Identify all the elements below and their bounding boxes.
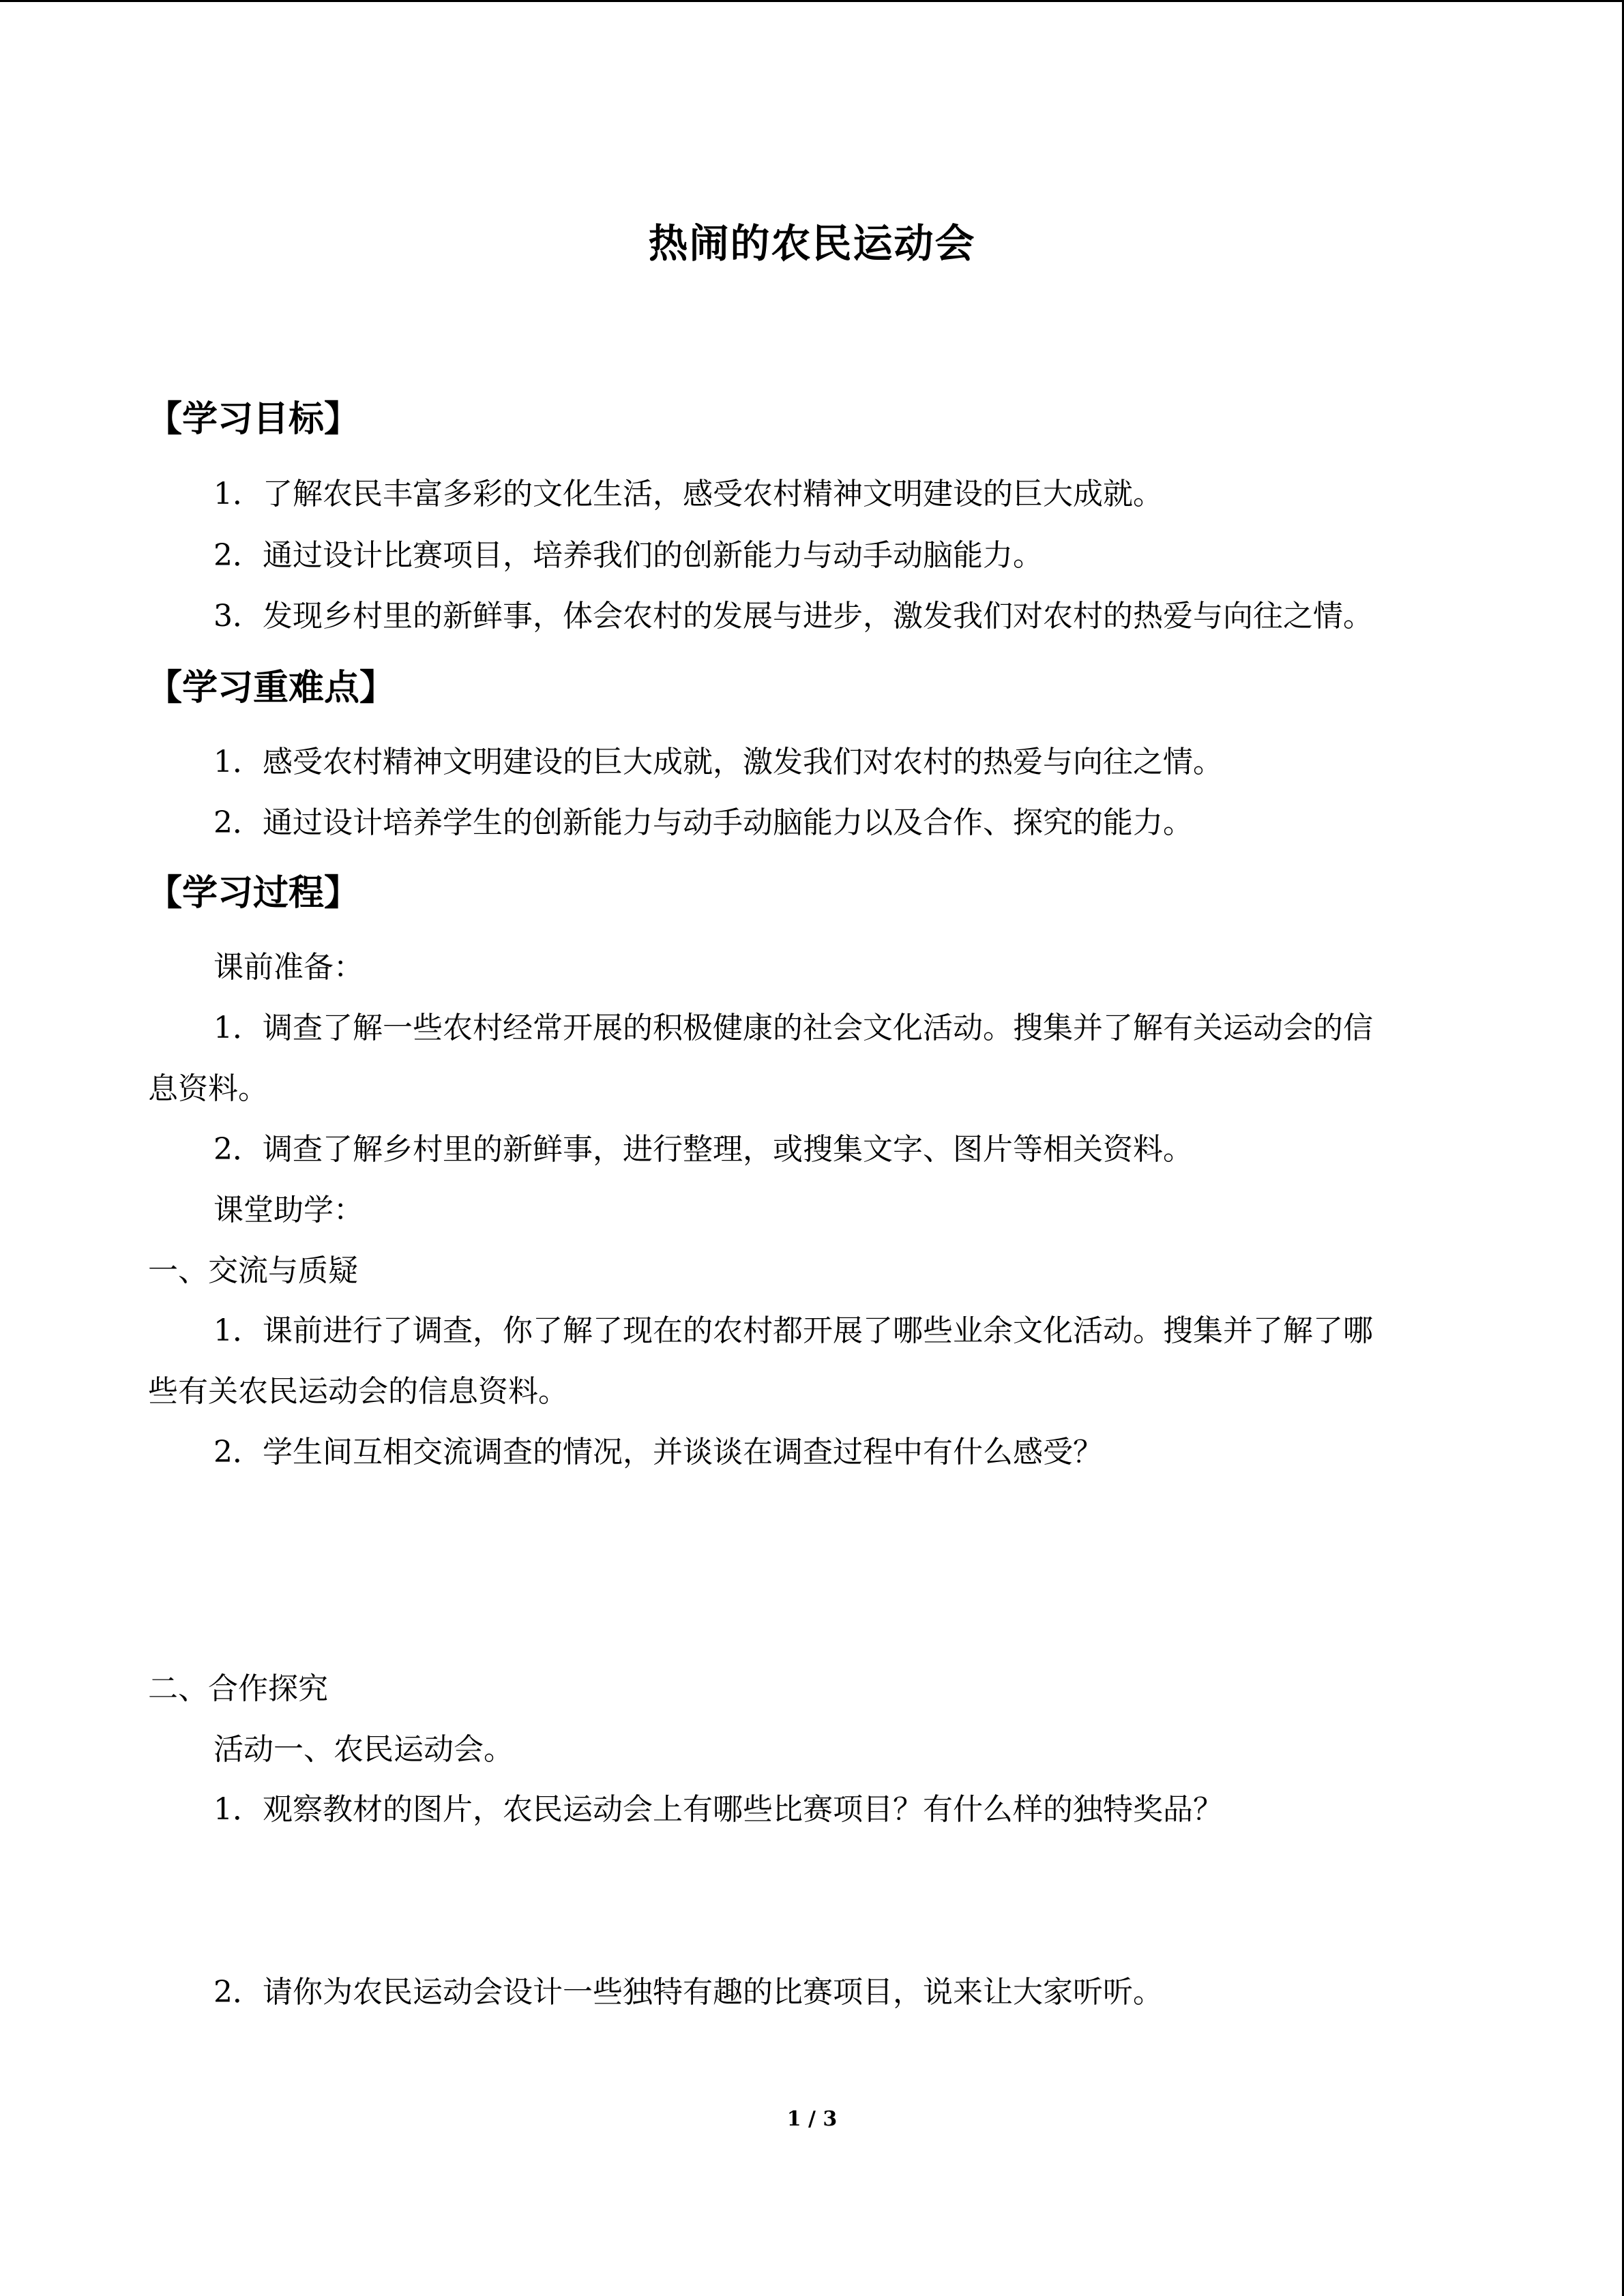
activity-1-title: 活动一、农民运动会。 [213,1732,514,1767]
prep-item-2: 2．调查了解乡村里的新鲜事，进行整理，或搜集文字、图片等相关资料。 [213,1132,1193,1167]
class-label: 课堂助学： [213,1193,364,1227]
goal-item-3: 3．发现乡村里的新鲜事，体会农村的发展与进步，激发我们对农村的热爱与向往之情。 [213,599,1373,633]
part-1-question-1-line-2: 些有关农民运动会的信息资料。 [148,1374,568,1409]
section-heading-key-points: 【学习重难点】 [147,668,396,709]
page-number: 1 / 3 [786,2107,838,2131]
part-1-question-1-line-1: 1．课前进行了调查，你了解了现在的农村都开展了哪些业余文化活动。搜集并了解了哪 [213,1313,1373,1348]
key-point-item-2: 2．通过设计培养学生的创新能力与动手动脑能力以及合作、探究的能力。 [213,805,1193,840]
prep-label: 课前准备： [213,950,364,985]
key-point-item-1: 1．感受农村精神文明建设的巨大成就，激发我们对农村的热爱与向往之情。 [213,745,1223,779]
section-heading-goals: 【学习目标】 [147,399,360,440]
prep-item-1-line-2: 息资料。 [148,1071,268,1106]
part-2-title: 二、合作探究 [148,1671,328,1706]
prep-item-1-line-1: 1．调查了解一些农村经常开展的积极健康的社会文化活动。搜集并了解有关运动会的信 [213,1011,1373,1045]
part-1-title: 一、交流与质疑 [148,1253,358,1288]
goal-item-2: 2．通过设计比赛项目，培养我们的创新能力与动手动脑能力。 [213,538,1043,573]
activity-1-question-1: 1．观察教材的图片，农民运动会上有哪些比赛项目？有什么样的独特奖品？ [213,1792,1223,1827]
goal-item-1: 1．了解农民丰富多彩的文化生活，感受农村精神文明建设的巨大成就。 [213,477,1163,511]
activity-1-question-2: 2．请你为农民运动会设计一些独特有趣的比赛项目，说来让大家听听。 [213,1975,1163,2010]
section-heading-process: 【学习过程】 [147,873,360,914]
page-border-top [0,0,1624,2]
page-title: 热闹的农民运动会 [648,220,976,267]
part-1-question-2: 2．学生间互相交流调查的情况，并谈谈在调查过程中有什么感受？ [213,1435,1103,1470]
